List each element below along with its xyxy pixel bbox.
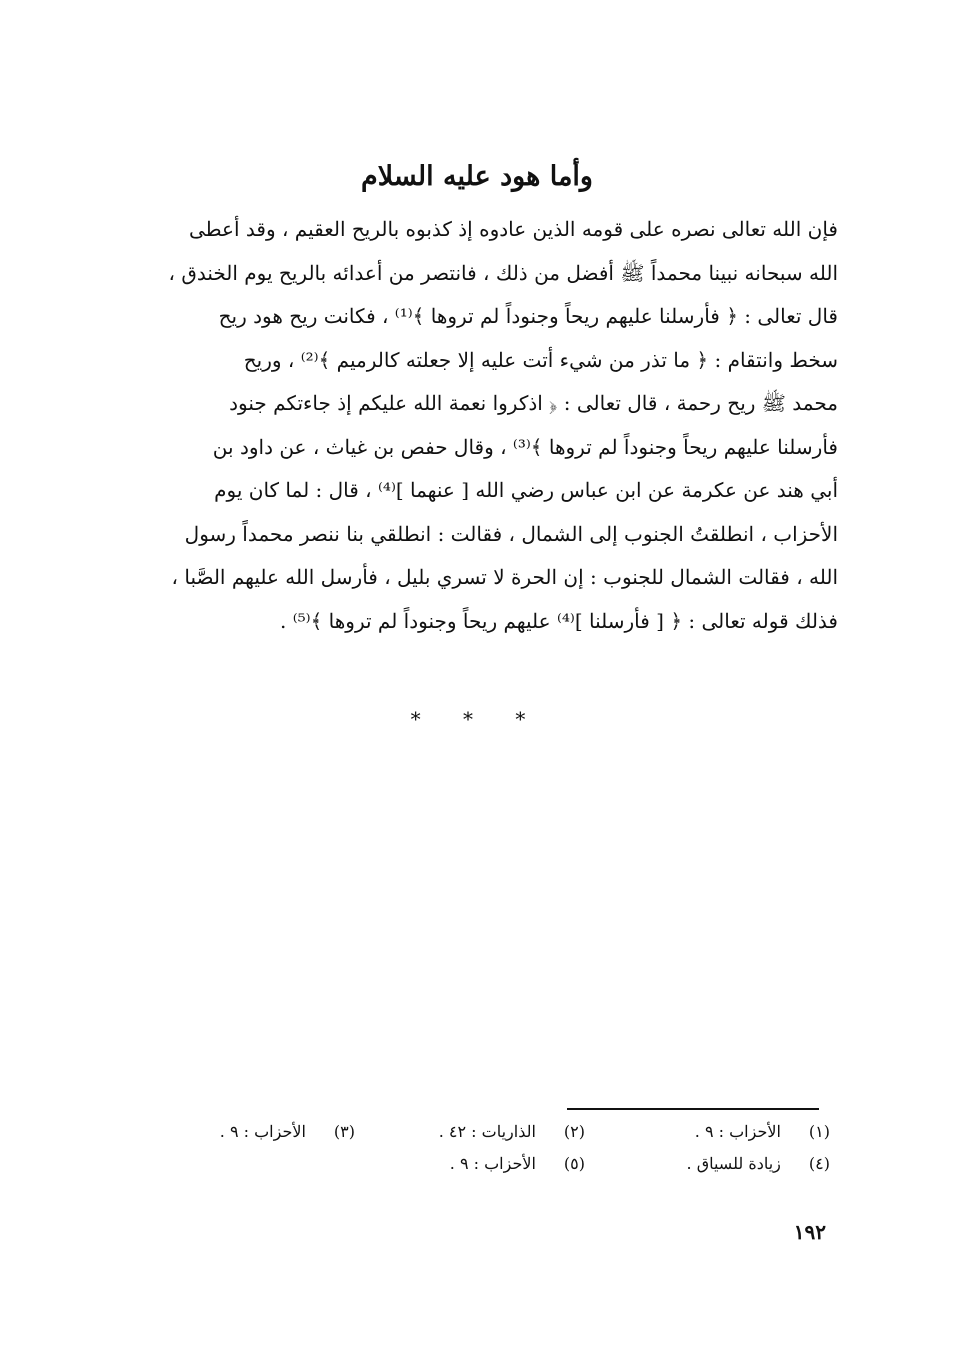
body-line: الله سبحانه نبينا محمداً ﷺ أفضل من ذلك ، فانتصر من أعدائه بالريح يوم الخندق ،: [168, 260, 838, 285]
footnote-number: (٤): [808, 1154, 830, 1173]
footnote-item: [450, 1154, 585, 1173]
footnote-text: الأحزاب : ٩ .: [449, 1154, 536, 1173]
footnote-number: (٣): [333, 1122, 355, 1141]
footnote-item: [220, 1122, 355, 1141]
page-number: ١٩٢: [793, 1220, 826, 1244]
body-line: فذلك قوله تعالى : ﴿ [ فأرسلنا ]⁽⁴⁾ عليهم ريحاً وجنوداً لم تروها ﴾⁽⁵⁾ .: [280, 608, 838, 633]
footnote-text: زيادة للسياق .: [686, 1154, 781, 1173]
footnote-item: [695, 1122, 830, 1141]
footnote-text: الأحزاب : ٩ .: [694, 1122, 781, 1141]
footnotes: [150, 1122, 830, 1192]
body-line: قال تعالى : ﴿ فأرسلنا عليهم ريحاً وجنوداً لم تروها ﴾⁽¹⁾ ، فكانت ريح هود ريح: [218, 304, 838, 328]
footnote-text: الذاريات : ٤٢ .: [438, 1122, 536, 1141]
body-line: أبي هند عن عكرمة عن ابن عباس رضي الله [ عنهما ]⁽⁴⁾ ، قال : لما كان يوم: [214, 478, 838, 502]
footnote-row: [150, 1122, 830, 1154]
footnote-number: (٥): [563, 1154, 585, 1173]
body-line: فإن الله تعالى نصره على قومه الذين عادوه إذ كذبوه بالريح العقيم ، وقد أعطى: [188, 217, 838, 241]
footnote-text: الأحزاب : ٩ .: [219, 1122, 306, 1141]
footnote-number: (١): [808, 1122, 830, 1141]
footnote-number: (٢): [563, 1122, 585, 1141]
section-separator: * * *: [410, 707, 544, 731]
body-line: سخط وانتقام : ﴿ ما تذر من شيء أتت عليه إلا جعلته كالرميم ﴾⁽²⁾ ، وريح: [243, 347, 838, 372]
body-line: محمد ﷺ ريح رحمة ، قال تعالى : ﴿ اذكروا نعمة الله عليكم إذ جاءتكم جنود: [229, 391, 838, 415]
footnote-item: [687, 1154, 830, 1173]
section-title: وأما هود عليه السلام: [361, 161, 593, 192]
footnote-row: [150, 1154, 830, 1186]
footnote-rule: [567, 1108, 819, 1110]
body-line: فأرسلنا عليهم ريحاً وجنوداً لم تروها ﴾⁽³⁾ ، وقال حفص بن غياث ، عن داود بن: [212, 434, 838, 459]
footnote-item: [439, 1122, 585, 1141]
body-line: الله ، فقالت الشمال للجنوب : إن الحرة لا تسري بليل ، فأرسل الله عليهم الصَّبا ،: [171, 565, 838, 589]
body-paragraph: [108, 208, 838, 643]
body-line: الأحزاب ، انطلقتُ الجنوب إلى الشمال ، فقالت : انطلقي بنا ننصر محمداً رسول: [184, 521, 838, 546]
